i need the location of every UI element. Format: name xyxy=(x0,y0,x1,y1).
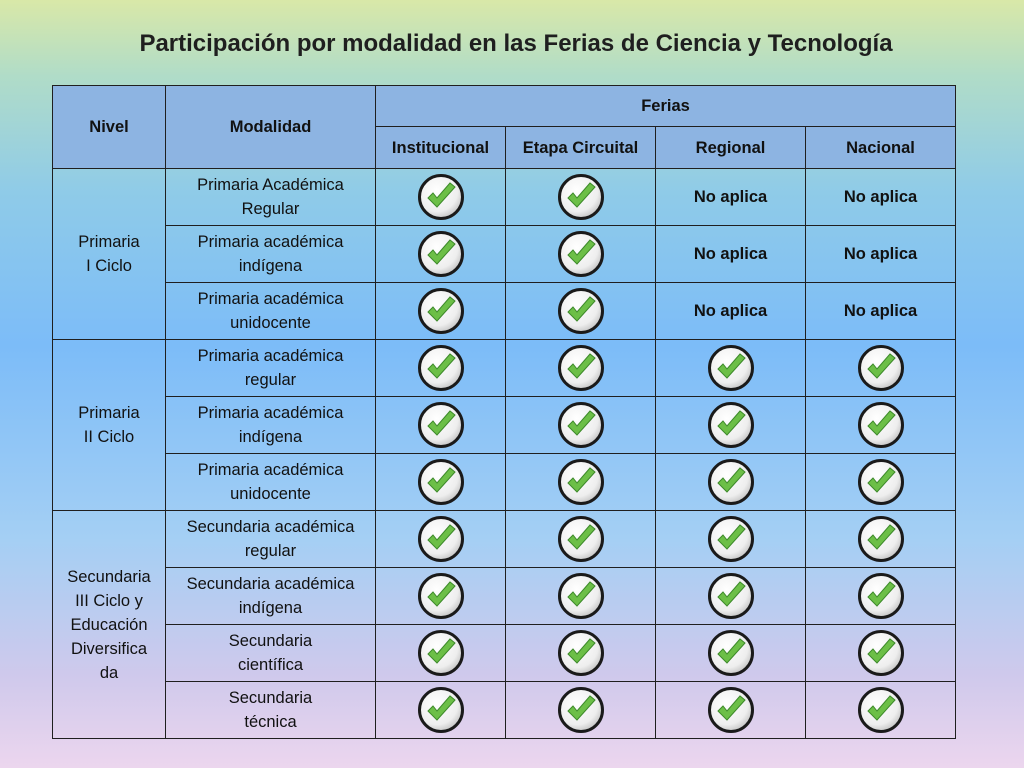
green-checkmark-icon xyxy=(417,344,465,392)
green-checkmark-icon xyxy=(557,287,605,335)
nacional-cell xyxy=(806,169,956,226)
modalidad-line: Regular xyxy=(241,200,300,218)
nacional-cell xyxy=(806,454,956,511)
nivel-line: II Ciclo xyxy=(83,428,135,446)
circuital-cell xyxy=(506,283,656,340)
modalidad-cell xyxy=(166,340,376,397)
table-row xyxy=(53,283,956,340)
table-row xyxy=(53,511,956,568)
modalidad-line: científica xyxy=(237,656,304,674)
table-row xyxy=(53,454,956,511)
no-aplica-label: No aplica xyxy=(843,302,918,320)
table-row xyxy=(53,625,956,682)
green-checkmark-icon xyxy=(857,458,905,506)
green-checkmark-icon xyxy=(557,344,605,392)
institucional-cell xyxy=(376,397,506,454)
green-checkmark-icon xyxy=(857,629,905,677)
green-checkmark-icon xyxy=(857,401,905,449)
green-checkmark-icon xyxy=(857,572,905,620)
regional-cell xyxy=(656,682,806,739)
nivel-line: Educación xyxy=(70,615,148,634)
modalidad-cell xyxy=(166,169,376,226)
modalidad-line: indígena xyxy=(238,428,303,446)
nacional-cell xyxy=(806,625,956,682)
no-aplica-label: No aplica xyxy=(843,245,918,263)
green-checkmark-icon xyxy=(557,173,605,221)
modalidad-line: Secundaria xyxy=(228,632,313,650)
modalidad-cell xyxy=(166,454,376,511)
no-aplica-label: No aplica xyxy=(843,188,918,206)
green-checkmark-icon xyxy=(857,344,905,392)
modalidad-line: Secundaria académica xyxy=(186,575,355,593)
table-body xyxy=(53,169,956,739)
green-checkmark-icon xyxy=(417,173,465,221)
modalidad-line: Primaria académica xyxy=(197,290,344,308)
nivel-line: da xyxy=(99,663,119,682)
modalidad-line: Primaria Académica xyxy=(197,176,344,194)
circuital-cell xyxy=(506,682,656,739)
modalidad-line: Primaria académica xyxy=(197,347,344,365)
modalidad-line: Primaria académica xyxy=(197,233,344,251)
nivel-line: Primaria xyxy=(78,233,140,251)
green-checkmark-icon xyxy=(417,287,465,335)
green-checkmark-icon xyxy=(707,401,755,449)
modalidad-line: regular xyxy=(244,371,297,389)
regional-cell xyxy=(656,454,806,511)
nivel-line: III Ciclo y xyxy=(75,591,143,610)
regional-cell xyxy=(656,283,806,340)
circuital-cell xyxy=(506,397,656,454)
green-checkmark-icon xyxy=(557,686,605,734)
header-nacional: Nacional xyxy=(806,127,956,169)
green-checkmark-icon xyxy=(707,515,755,563)
institucional-cell xyxy=(376,340,506,397)
regional-cell xyxy=(656,568,806,625)
green-checkmark-icon xyxy=(417,629,465,677)
circuital-cell xyxy=(506,625,656,682)
green-checkmark-icon xyxy=(707,629,755,677)
table-row xyxy=(53,568,956,625)
modalidad-line: Primaria académica xyxy=(197,404,344,422)
modalidad-line: Primaria académica xyxy=(197,461,344,479)
green-checkmark-icon xyxy=(707,572,755,620)
green-checkmark-icon xyxy=(707,344,755,392)
circuital-cell xyxy=(506,169,656,226)
green-checkmark-icon xyxy=(417,458,465,506)
table-row xyxy=(53,226,956,283)
nacional-cell xyxy=(806,682,956,739)
modalidad-line: indígena xyxy=(238,257,303,275)
no-aplica-label: No aplica xyxy=(693,188,768,206)
modalidad-line: unidocente xyxy=(230,314,311,332)
modalidad-line: indígena xyxy=(238,599,303,617)
green-checkmark-icon xyxy=(417,515,465,563)
modalidad-line: unidocente xyxy=(230,485,311,503)
nivel-line: Primaria xyxy=(78,404,140,422)
green-checkmark-icon xyxy=(857,686,905,734)
nacional-cell xyxy=(806,568,956,625)
header-modalidad: Modalidad xyxy=(166,86,376,169)
no-aplica-label: No aplica xyxy=(693,302,768,320)
institucional-cell xyxy=(376,682,506,739)
nacional-cell xyxy=(806,226,956,283)
institucional-cell xyxy=(376,625,506,682)
slide-title: Participación por modalidad en las Ferias de Ciencia y Tecnología xyxy=(139,30,893,57)
green-checkmark-icon xyxy=(557,629,605,677)
circuital-cell xyxy=(506,454,656,511)
regional-cell xyxy=(656,625,806,682)
circuital-cell xyxy=(506,340,656,397)
no-aplica-label: No aplica xyxy=(693,245,768,263)
nivel-line: Diversifica xyxy=(70,639,148,658)
green-checkmark-icon xyxy=(557,458,605,506)
modalidad-line: técnica xyxy=(244,713,297,731)
regional-cell xyxy=(656,340,806,397)
ferias-table xyxy=(52,85,956,739)
institucional-cell xyxy=(376,511,506,568)
nacional-cell xyxy=(806,340,956,397)
table-row xyxy=(53,340,956,397)
modalidad-cell xyxy=(166,625,376,682)
institucional-cell xyxy=(376,283,506,340)
modalidad-cell xyxy=(166,283,376,340)
nivel-line: I Ciclo xyxy=(86,257,132,275)
header-ferias: Ferias xyxy=(376,86,956,127)
modalidad-cell xyxy=(166,682,376,739)
nivel-line: Secundaria xyxy=(67,567,151,586)
institucional-cell xyxy=(376,169,506,226)
institucional-cell xyxy=(376,226,506,283)
header-regional: Regional xyxy=(656,127,806,169)
nacional-cell xyxy=(806,511,956,568)
regional-cell xyxy=(656,169,806,226)
institucional-cell xyxy=(376,454,506,511)
green-checkmark-icon xyxy=(557,572,605,620)
header-circuital: Etapa Circuital xyxy=(506,127,656,169)
green-checkmark-icon xyxy=(417,401,465,449)
modalidad-line: regular xyxy=(244,542,297,560)
header-row xyxy=(53,86,956,127)
nacional-cell xyxy=(806,397,956,454)
green-checkmark-icon xyxy=(417,686,465,734)
nivel-cell xyxy=(53,511,166,739)
table-row xyxy=(53,169,956,226)
modalidad-line: Secundaria xyxy=(228,689,313,707)
regional-cell xyxy=(656,226,806,283)
modalidad-cell xyxy=(166,397,376,454)
modalidad-line: Secundaria académica xyxy=(186,518,355,536)
green-checkmark-icon xyxy=(857,515,905,563)
modalidad-cell xyxy=(166,226,376,283)
green-checkmark-icon xyxy=(417,230,465,278)
nacional-cell xyxy=(806,283,956,340)
modalidad-cell xyxy=(166,511,376,568)
nivel-cell xyxy=(53,169,166,340)
circuital-cell xyxy=(506,226,656,283)
green-checkmark-icon xyxy=(557,401,605,449)
circuital-cell xyxy=(506,568,656,625)
regional-cell xyxy=(656,511,806,568)
regional-cell xyxy=(656,397,806,454)
green-checkmark-icon xyxy=(707,458,755,506)
table-row xyxy=(53,397,956,454)
institucional-cell xyxy=(376,568,506,625)
header-institucional: Institucional xyxy=(376,127,506,169)
green-checkmark-icon xyxy=(557,515,605,563)
green-checkmark-icon xyxy=(417,572,465,620)
circuital-cell xyxy=(506,511,656,568)
green-checkmark-icon xyxy=(557,230,605,278)
table-row xyxy=(53,682,956,739)
header-nivel: Nivel xyxy=(53,86,166,169)
modalidad-cell xyxy=(166,568,376,625)
green-checkmark-icon xyxy=(707,686,755,734)
nivel-cell xyxy=(53,340,166,511)
